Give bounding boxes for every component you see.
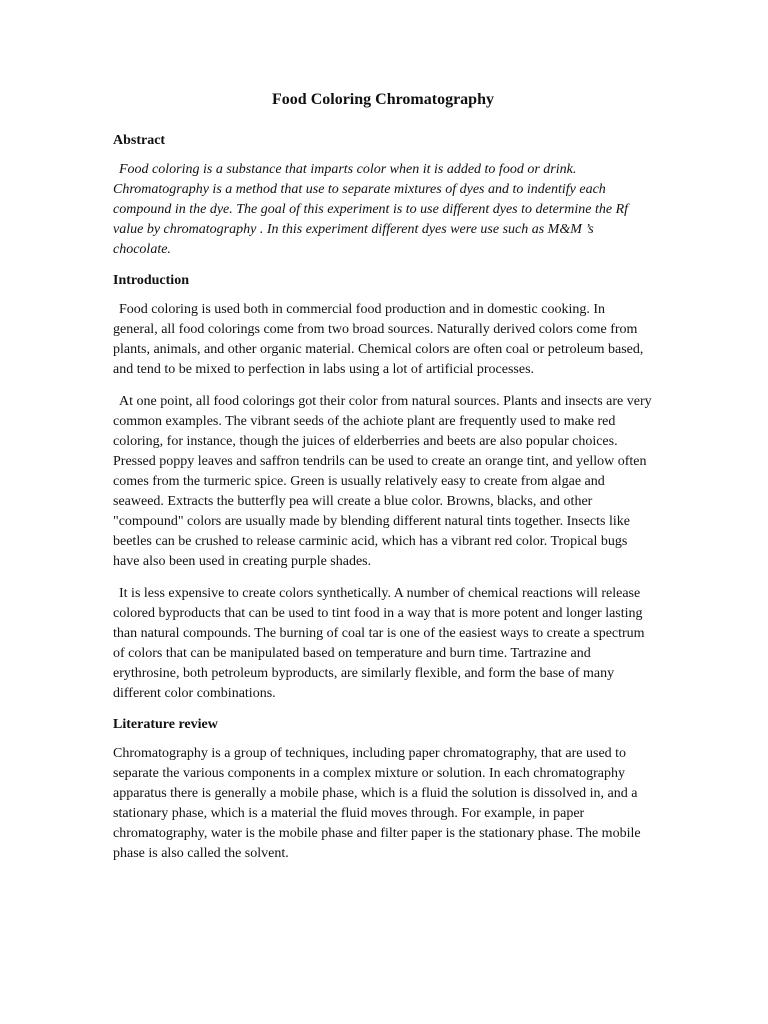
introduction-paragraph-3: It is less expensive to create colors synthetically. A number of chemical reactions will release colored byproducts that can be used to tint food in a way that is more potent and longer lasting than natural compounds. The burning of coal tar is one of the easiest ways to create a spectrum of colors that can be manipulated based on temperature and burn time. Tartrazine and erythrosine, both petroleum byproducts, are similarly flexible, and form the base of many different color combinations. [113, 586, 645, 701]
introduction-paragraph-1: Food coloring is used both in commercial food production and in domestic cooking. In general, all food colorings come from two broad sources. Naturally derived colors come from plants, animals, and other organic material. Chemical colors are often coal or petroleum based, and tend to be mixed to perfection in labs using a lot of artificial processes. [113, 302, 644, 377]
document-page [113, 90, 653, 876]
section-heading-abstract: Abstract [113, 133, 166, 148]
literature-review-paragraph: Chromatography is a group of techniques, including paper chromatography, that are used to separate the various components in a complex mixture or solution. In each chromatography apparatus there is generally a mobile phase, which is a fluid the solution is dissolved in, and a stationary phase, which is a material the fluid moves through. For example, in paper chromatography, water is the mobile phase and filter paper is the stationary phase. The mobile phase is also called the solvent. [113, 746, 641, 861]
section-heading-introduction: Introduction [113, 273, 189, 288]
document-title: Food Coloring Chromatography [272, 91, 494, 108]
section-heading-literature-review: Literature review [113, 717, 218, 732]
abstract-paragraph: Food coloring is a substance that imparts color when it is added to food or drink. Chromatography is a method that use to separate mixtures of dyes and to indentify each compound in the dye. The goal of this experiment is to use different dyes to determine the Rf value by chromatography . In this experiment different dyes were use such as M&M ’s chocolate. [113, 162, 629, 257]
introduction-paragraph-2: At one point, all food colorings got their color from natural sources. Plants and insects are very common examples. The vibrant seeds of the achiote plant are frequently used to make red coloring, for instance, though the juices of elderberries and beets are also popular choices. Pressed poppy leaves and saffron tendrils can be used to create an orange tint, and yellow often comes from the turmeric spice. Green is usually relatively easy to create from algae and seaweed. Extracts the butterfly pea will create a blue color. Browns, blacks, and other "compound" colors are usually made by blending different natural tints together. Insects like beetles can be crushed to release carminic acid, which has a vibrant red color. Tropical bugs have also been used in creating purple shades. [113, 394, 652, 569]
